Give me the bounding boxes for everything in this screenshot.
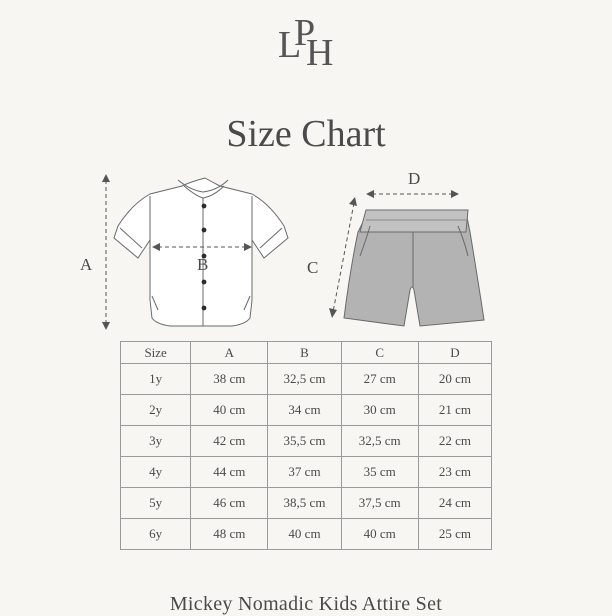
button-dot xyxy=(202,204,207,209)
column-header-c: C xyxy=(341,342,418,364)
logo-letter-l: L xyxy=(278,24,302,66)
size-table xyxy=(120,341,492,550)
table-cell: 22 cm xyxy=(418,426,491,457)
label-c: C xyxy=(307,258,319,277)
table-cell: 23 cm xyxy=(418,457,491,488)
table-cell: 38 cm xyxy=(191,364,268,395)
table-cell: 32,5 cm xyxy=(268,364,341,395)
column-header-size: Size xyxy=(121,342,191,364)
shirt-illustration xyxy=(114,178,288,326)
table-cell: 25 cm xyxy=(418,519,491,550)
product-name: Mickey Nomadic Kids Attire Set xyxy=(169,593,443,615)
table-cell: 1y xyxy=(121,364,191,395)
page-title: Size Chart xyxy=(226,113,386,155)
table-cell: 27 cm xyxy=(341,364,418,395)
table-cell: 42 cm xyxy=(191,426,268,457)
table-cell: 6y xyxy=(121,519,191,550)
table-row xyxy=(121,519,492,550)
table-row xyxy=(121,488,492,519)
table-cell: 5y xyxy=(121,488,191,519)
logo-letter-h: H xyxy=(306,32,334,74)
table-cell: 3y xyxy=(121,426,191,457)
label-a: A xyxy=(80,255,93,274)
table-cell: 21 cm xyxy=(418,395,491,426)
table-row xyxy=(121,457,492,488)
table-cell: 46 cm xyxy=(191,488,268,519)
button-dot xyxy=(202,280,207,285)
table-cell: 40 cm xyxy=(341,519,418,550)
table-cell: 44 cm xyxy=(191,457,268,488)
table-cell: 40 cm xyxy=(268,519,341,550)
table-header-row xyxy=(121,342,492,364)
table-row xyxy=(121,364,492,395)
column-header-a: A xyxy=(191,342,268,364)
table-row xyxy=(121,395,492,426)
table-cell: 37,5 cm xyxy=(341,488,418,519)
table-cell: 40 cm xyxy=(191,395,268,426)
logo-letter-p: P xyxy=(294,12,316,54)
table-cell: 30 cm xyxy=(341,395,418,426)
table-cell: 37 cm xyxy=(268,457,341,488)
table-cell: 20 cm xyxy=(418,364,491,395)
table-cell: 24 cm xyxy=(418,488,491,519)
table-cell: 38,5 cm xyxy=(268,488,341,519)
table-cell: 35 cm xyxy=(341,457,418,488)
column-header-b: B xyxy=(268,342,341,364)
shorts-illustration xyxy=(344,210,484,326)
button-dot xyxy=(202,228,207,233)
table-cell: 48 cm xyxy=(191,519,268,550)
table-row xyxy=(121,426,492,457)
table-cell: 4y xyxy=(121,457,191,488)
button-dot xyxy=(202,306,207,311)
table-cell: 34 cm xyxy=(268,395,341,426)
table-cell: 32,5 cm xyxy=(341,426,418,457)
arrow-a xyxy=(102,174,110,330)
arrow-d xyxy=(366,190,459,198)
label-d: D xyxy=(408,169,421,188)
column-header-d: D xyxy=(418,342,491,364)
label-b: B xyxy=(197,255,209,274)
table-cell: 2y xyxy=(121,395,191,426)
table-cell: 35,5 cm xyxy=(268,426,341,457)
